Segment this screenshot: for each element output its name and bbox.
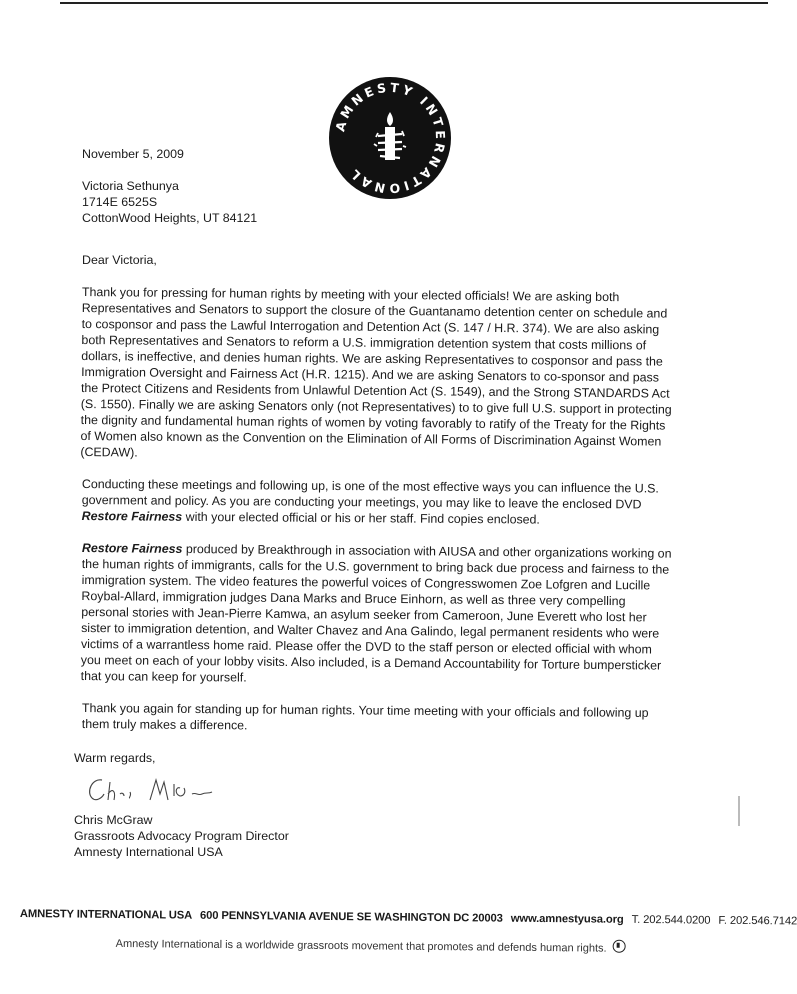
handwritten-signature: [80, 770, 280, 806]
paragraph-meetings: [82, 476, 676, 529]
footer-org: AMNESTY INTERNATIONAL USA: [19, 908, 193, 922]
candle-icon: [613, 940, 626, 953]
paragraph-advocacy-asks: Thank you for pressing for human rights by meeting with your elected officials! We are asking both Representatives and Senators to support the closure of the Guantanamo detention center on schedule and to cosponsor and pass the Lawful Interrogation and Detention Act (S. 147 / H.R. 374). We are also asking both Representatives and Senators to reform a U.S. immigration detention system that costs millions of dollars, is ineffective, and denies human rights. We are asking Representatives to cosponsor and pass the Immigration Oversight and Fairness Act (H.R. 1215). And we are asking Senators to co-sponsor and pass the Protect Citizens and Residents from Unlawful Detention Act (S. 1549), and the Strong STANDARDS Act (S. 1550). Finally we are asking Senators only (not Representatives) to to give full U.S. support in protecting the dignity and fundamental human rights of women by voting favorably to ratify of the Treaty for the Rights of Women also known as the Convention on the Elimination of All Forms of Discrimination Against Women (CEDAW).: [80, 284, 672, 460]
scan-mark: [738, 796, 740, 826]
recipient-street: 1714E 6525S: [82, 195, 158, 209]
signer-title: Grassroots Advocacy Program Director: [74, 829, 289, 843]
footer-website: www.amnestyusa.org: [510, 912, 624, 926]
letter-date: November 5, 2009: [82, 147, 184, 161]
letter-body: [74, 146, 682, 860]
footer-fax: F. 202.546.7142: [718, 914, 797, 928]
film-title: Restore Fairness: [81, 540, 183, 556]
footer-address: 600 PENNSYLVANIA AVENUE SE WASHINGTON DC 20003: [200, 909, 503, 925]
footer-tagline-text: Amnesty International is a worldwide grassroots movement that promotes and defends human rights.: [115, 937, 607, 955]
greeting: Dear Victoria,: [82, 253, 157, 267]
paragraph-restore-fairness: [81, 540, 676, 690]
recipient-name: Victoria Sethunya: [82, 179, 179, 193]
recipient-address: [82, 178, 682, 226]
svg-text:AMNESTY INTERNATIONAL: AMNESTY INTERNATIONAL: [332, 79, 449, 197]
paragraph-restore-fairness-body: produced by Breakthrough in association with AIUSA and other organizations working on the human rights of immigrants, calls for the U.S. government to bring back due process and fairness to the immigration system. The video features the powerful voices of Congresswomen Zoe Lofgren and Lucille Roybal-Allard, immigration judges Dana Marks and Bruce Einhorn, as well as three very compelling personal stories with Jean-Pierre Kamwa, an asylum seeker from Cameroon, June Everett who lost her sister to immigration detention, and Walter Chavez and Ana Galindo, legal permanent residents who were victims of a warrantless home raid. Please offer the DVD to the staff person or elected official with whom you meet on each of your lobby visits. Also included, is a Demand Accountability for Torture bumpersticker that you can keep for yourself.: [80, 541, 672, 685]
paragraph-meetings-end: with your elected official or his or her staff. Find copies enclosed.: [182, 509, 540, 527]
top-edge-rule: [60, 2, 768, 4]
recipient-city: CottonWood Heights, UT 84121: [82, 211, 258, 225]
signer-name: Chris McGraw: [74, 813, 153, 827]
footer-phone: T. 202.544.0200: [631, 913, 711, 927]
dvd-title: Restore Fairness: [81, 508, 183, 524]
signer-org: Amnesty International USA: [74, 845, 223, 859]
paragraph-thanks: Thank you again for standing up for human rights. Your time meeting with your officials and following up them truly makes a difference.: [81, 700, 649, 733]
paragraph-meetings-start: Conducting these meetings and following up, is one of the most effective ways you can influence the U.S. government and policy. As you are conducting your meetings, you may like to leave the enclosed DVD: [81, 476, 659, 512]
footer-tagline: [116, 935, 760, 956]
footer-contact-line: [19, 908, 797, 928]
closing: Warm regards,: [74, 751, 156, 765]
signer-block: [74, 812, 682, 860]
letterhead-footer: [19, 908, 797, 956]
